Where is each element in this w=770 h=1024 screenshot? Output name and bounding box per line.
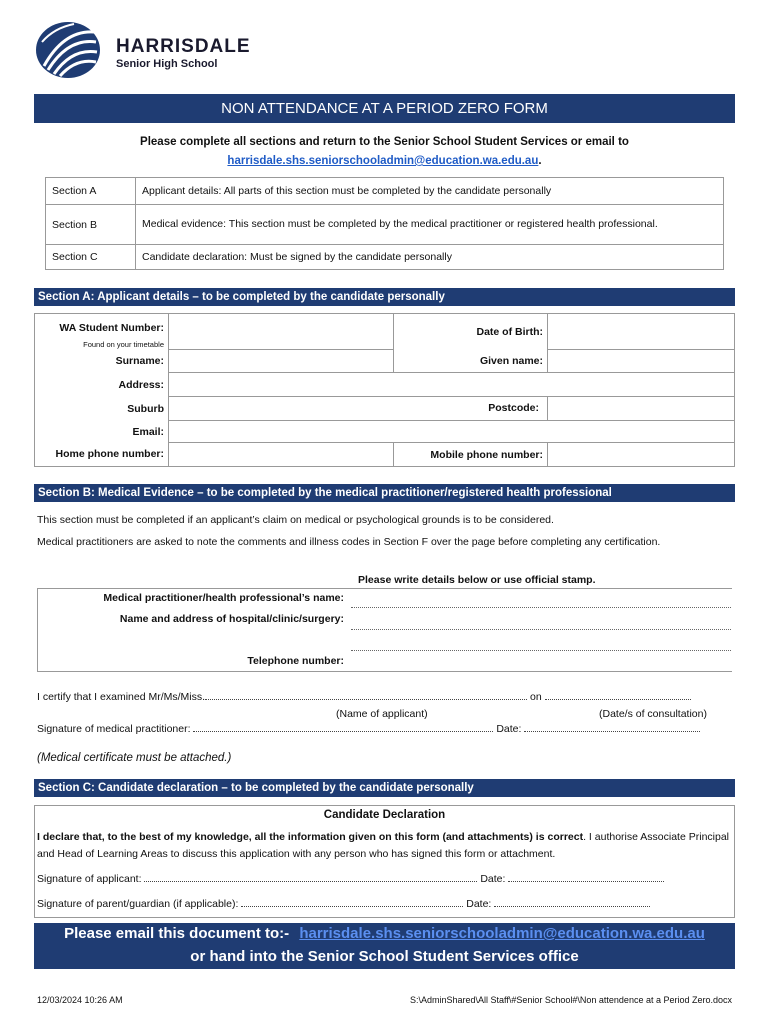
section-desc: Candidate declaration: Must be signed by the candidate personally xyxy=(136,245,724,270)
declaration-text xyxy=(37,829,732,863)
section-name: Section A xyxy=(46,178,136,205)
parent-signature-line xyxy=(37,898,650,910)
practitioner-name-label: Medical practitioner/health professional’s name: xyxy=(103,592,344,604)
date-consult-caption: (Date/s of consultation) xyxy=(599,708,707,720)
address-field[interactable] xyxy=(169,373,735,397)
suburb-label: Suburb xyxy=(35,397,169,421)
section-a-header: Section A: Applicant details – to be completed by the candidate personally xyxy=(34,288,735,306)
home-phone-label: Home phone number: xyxy=(35,443,169,467)
practitioner-name-line[interactable] xyxy=(351,607,731,608)
signature-line xyxy=(37,723,732,735)
date-label: Date: xyxy=(466,898,492,910)
sections-table xyxy=(45,177,724,270)
section-c-header: Section C: Candidate declaration – to be completed by the candidate personally xyxy=(34,779,735,797)
declaration-bold: I declare that, to the best of my knowledge, all the information given on this form (and attachments) is correct xyxy=(37,831,584,843)
email-field[interactable] xyxy=(169,421,735,443)
logo-icon xyxy=(34,20,102,80)
on-text: on xyxy=(530,691,542,703)
email-footer-link[interactable]: harrisdale.shs.seniorschooladmin@education.wa.edu.au xyxy=(299,925,705,942)
intro-email-link[interactable]: harrisdale.shs.seniorschooladmin@education.wa.edu.au xyxy=(227,155,539,167)
consult-date-field[interactable] xyxy=(545,699,691,700)
email-footer-line2: or hand into the Senior School Student Services office xyxy=(190,948,579,965)
intro-email-line xyxy=(34,155,735,167)
school-subtitle: Senior High School xyxy=(116,58,218,70)
dob-label: Date of Birth: xyxy=(394,314,548,350)
surname-field[interactable] xyxy=(169,350,394,373)
intro-text: Please complete all sections and return to the Senior School Student Services or email to xyxy=(140,136,629,148)
signature-label: Signature of medical practitioner: xyxy=(37,723,191,735)
table-row xyxy=(35,350,735,373)
footer-path: S:\AdminShared\All Staff\#Senior School#\Non attendence at a Period Zero.docx xyxy=(409,995,732,1005)
school-logo xyxy=(34,20,102,80)
date-field[interactable] xyxy=(524,731,700,732)
table-row xyxy=(46,178,724,205)
certify-line xyxy=(37,691,732,703)
email-footer-prefix: Please email this document to:- xyxy=(64,925,290,942)
table-row xyxy=(35,397,735,421)
section-desc: Medical evidence: This section must be completed by the medical practitioner or registered health professional. xyxy=(136,205,724,245)
suburb-field[interactable] xyxy=(169,397,548,421)
stamp-note: Please write details below or use official stamp. xyxy=(358,574,596,586)
applicant-name-field[interactable] xyxy=(205,699,527,700)
date-label: Date: xyxy=(496,723,522,735)
table-row xyxy=(35,443,735,467)
section-name: Section B xyxy=(46,205,136,245)
school-name: HARRISDALE xyxy=(116,36,251,57)
surname-label: Surname: xyxy=(35,350,169,373)
section-desc: Applicant details: All parts of this section must be completed by the candidate personally xyxy=(136,178,724,205)
section-b-p1: This section must be completed if an applicant’s claim on medical or psychological grounds is to be considered. xyxy=(37,514,554,526)
email-label: Email: xyxy=(35,421,169,443)
hospital-label: Name and address of hospital/clinic/surgery: xyxy=(119,613,344,625)
sig-applicant-date-field[interactable] xyxy=(508,881,664,882)
section-name: Section C xyxy=(46,245,136,270)
hospital-line-2[interactable] xyxy=(351,650,731,651)
mobile-phone-field[interactable] xyxy=(548,443,735,467)
intro-period: . xyxy=(538,155,542,167)
student-number-cell xyxy=(35,314,169,350)
sig-applicant-label: Signature of applicant: xyxy=(37,873,142,885)
telephone-label: Telephone number: xyxy=(247,655,344,667)
table-row xyxy=(35,421,735,443)
table-row xyxy=(35,373,735,397)
dob-field[interactable] xyxy=(548,314,735,350)
given-name-field[interactable] xyxy=(548,350,735,373)
student-number-label: WA Student Number: xyxy=(59,321,164,334)
postcode-field[interactable] xyxy=(548,397,735,421)
hospital-line-1[interactable] xyxy=(351,629,731,630)
form-title: NON ATTENDANCE AT A PERIOD ZERO FORM xyxy=(221,100,548,117)
attach-note: (Medical certificate must be attached.) xyxy=(37,752,232,764)
signature-field[interactable] xyxy=(193,731,493,732)
section-a-table xyxy=(34,313,735,467)
mobile-phone-label: Mobile phone number: xyxy=(394,443,548,467)
table-row xyxy=(35,314,735,350)
table-row xyxy=(46,205,724,245)
email-footer-line1 xyxy=(34,925,735,942)
table-row xyxy=(46,245,724,270)
certify-text: I certify that I examined Mr/Ms/Miss. xyxy=(37,691,206,703)
given-name-label: Given name: xyxy=(479,354,543,367)
sig-parent-field[interactable] xyxy=(241,906,463,907)
sig-parent-date-field[interactable] xyxy=(494,906,650,907)
applicant-signature-line xyxy=(37,873,664,885)
section-b-header: Section B: Medical Evidence – to be completed by the medical practitioner/registered health professional xyxy=(34,484,735,502)
student-number-field[interactable] xyxy=(169,314,394,350)
section-b-p2: Medical practitioners are asked to note the comments and illness codes in Section F over the page before completing any certification. xyxy=(37,536,661,548)
date-label: Date: xyxy=(480,873,506,885)
sig-parent-label: Signature of parent/guardian (if applicable): xyxy=(37,898,239,910)
declaration-title: Candidate Declaration xyxy=(323,809,446,821)
postcode-label: Postcode: xyxy=(488,402,539,414)
home-phone-field[interactable] xyxy=(169,443,394,467)
footer-timestamp: 12/03/2024 10:26 AM xyxy=(37,995,123,1005)
sig-applicant-field[interactable] xyxy=(144,881,477,882)
declaration-rest: . I authorise Associate Principal and Head of Learning Areas to discuss this application with any person who has signed this form or attachment. xyxy=(37,831,730,860)
student-number-hint: Found on your timetable xyxy=(83,339,164,349)
name-of-applicant-caption: (Name of applicant) xyxy=(336,708,428,720)
address-label: Address: xyxy=(35,373,169,397)
